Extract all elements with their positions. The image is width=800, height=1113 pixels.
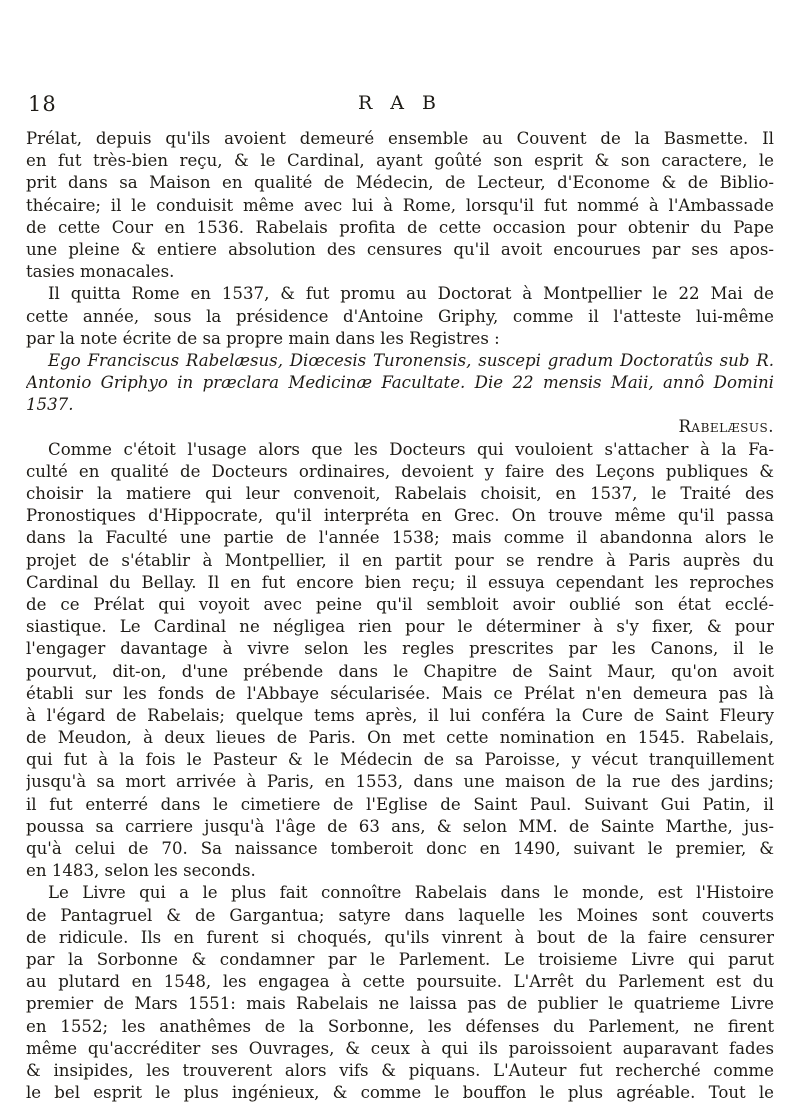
text-line: Pronostiques d'Hippocrate, qu'il interpréta en Grec. On trouve même qu'il passa bbox=[26, 506, 774, 526]
text-line: l'engager davantage à vivre selon les regles prescrites par les Canons, il le bbox=[26, 639, 774, 659]
text-line: prit dans sa Maison en qualité de Médecin, de Lecteur, d'Econome & de Biblio- bbox=[26, 173, 774, 193]
text-line: premier de Mars 1551: mais Rabelais ne laissa pas de publier le quatrieme Livre bbox=[26, 994, 774, 1014]
text-line: de cette Cour en 1536. Rabelais profita de cette occasion pour obtenir du Pape bbox=[26, 217, 774, 237]
text-line: projet de s'établir à Montpellier, il en partit pour se rendre à Paris auprès du bbox=[26, 550, 774, 570]
text-line: dans la Faculté une partie de l'année 1538; mais comme il abandonna alors le bbox=[26, 528, 774, 548]
text-line: en 1483, selon les seconds. bbox=[26, 861, 256, 881]
text-line: Rabelæsus. bbox=[678, 417, 774, 437]
text-line: au plutard en 1548, les engagea à cette poursuite. L'Arrêt du Parlement est du bbox=[26, 972, 774, 992]
text-line: poussa sa carriere jusqu'à l'âge de 63 ans, & selon MM. de Sainte Marthe, jus- bbox=[26, 816, 774, 836]
text-line: Il quitta Rome en 1537, & fut promu au Doctorat à Montpellier le 22 Mai de bbox=[48, 284, 774, 304]
text-line: une pleine & entiere absolution des censures qu'il avoit encourues par ses apos- bbox=[26, 239, 774, 259]
text-line: jusqu'à sa mort arrivée à Paris, en 1553, dans une maison de la rue des jardins; bbox=[26, 772, 774, 792]
text-line: qui fut à la fois le Pasteur & le Médecin de sa Paroisse, y vécut tranquillement bbox=[26, 750, 774, 770]
text-line: par la note écrite de sa propre main dans les Registres : bbox=[26, 328, 500, 348]
text-line: Cardinal du Bellay. Il en fut encore bien reçu; il essuya cependant les reproches bbox=[26, 572, 774, 592]
text-line: Le Livre qui a le plus fait connoître Rabelais dans le monde, est l'Histoire bbox=[48, 883, 774, 903]
text-line: qu'à celui de 70. Sa naissance tomberoit donc en 1490, suivant le premier, & bbox=[26, 839, 774, 858]
text-line: cette année, sous la présidence d'Antoine Griphy, comme il l'atteste lui-même bbox=[26, 306, 774, 326]
text-line: pourvut, dit-on, d'une prébende dans le Chapitre de Saint Maur, qu'on avoit bbox=[26, 661, 774, 681]
text-line: en 1552; les anathêmes de la Sorbonne, les défenses du Parlement, ne firent bbox=[26, 1016, 774, 1036]
text-line: Antonio Griphyo in præclara Medicinæ Facultate. Die 22 mensis Maii, annô Domini bbox=[26, 373, 774, 393]
page-header bbox=[24, 92, 776, 122]
text-line: de ce Prélat qui voyoit avec peine qu'il sembloit avoir oublié son état ecclé- bbox=[26, 594, 774, 614]
text-line: 1537. bbox=[26, 395, 74, 415]
text-line: par la Sorbonne & condamner par le Parlement. Le troisieme Livre qui parut bbox=[26, 949, 774, 969]
text-line: culté en qualité de Docteurs ordinaires, devoient y faire des Leçons publiques & bbox=[26, 461, 774, 481]
text-line: de ridicule. Ils en furent si choqués, qu'ils vinrent à bout de la faire censurer bbox=[26, 927, 774, 947]
body-text bbox=[26, 128, 774, 1104]
text-line: de Meudon, à deux lieues de Paris. On met cette nomination en 1545. Rabelais, bbox=[26, 728, 774, 748]
text-line: même qu'accréditer ses Ouvrages, & ceux à qui ils paroissoient auparavant fades bbox=[26, 1038, 774, 1058]
text-line: de Pantagruel & de Gargantua; satyre dans laquelle les Moines sont couverts bbox=[26, 905, 774, 925]
text-line: à l'égard de Rabelais; quelque tems après, il lui conféra la Cure de Saint Fleury bbox=[26, 705, 774, 725]
text-line: en fut très-bien reçu, & le Cardinal, ayant goûté son esprit & son caractere, le bbox=[26, 151, 774, 171]
text-line: Prélat, depuis qu'ils avoient demeuré ensemble au Couvent de la Basmette. Il bbox=[26, 129, 774, 148]
text-line: & insipides, les trouverent alors vifs & piquans. L'Auteur fut recherché comme bbox=[26, 1060, 774, 1080]
page-number: 18 bbox=[28, 92, 57, 116]
text-line: Comme c'étoit l'usage alors que les Docteurs qui vouloient s'attacher à la Fa- bbox=[48, 439, 774, 459]
text-line: siastique. Le Cardinal ne négligea rien pour le déterminer à s'y fixer, & pour bbox=[26, 617, 774, 637]
text-line: le bel esprit le plus ingénieux, & comme le bouffon le plus agréable. Tout le bbox=[26, 1083, 774, 1103]
text-line: Ego Franciscus Rabelæsus, Diœcesis Turonensis, suscepi gradum Doctoratûs sub R. bbox=[48, 350, 774, 370]
text-line: thécaire; il le conduisit même avec lui à Rome, lorsqu'il fut nommé à l'Ambassade bbox=[26, 195, 774, 215]
text-line: il fut enterré dans le cimetiere de l'Eglise de Saint Paul. Suivant Gui Patin, il bbox=[26, 794, 774, 814]
text-line: choisir la matiere qui leur convenoit, Rabelais choisit, en 1537, le Traité des bbox=[26, 484, 774, 503]
text-line: établi sur les fonds de l'Abbaye sécularisée. Mais ce Prélat n'en demeura pas là bbox=[26, 683, 774, 703]
running-head: R A B bbox=[357, 92, 443, 114]
text-line: tasies monacales. bbox=[26, 262, 175, 282]
